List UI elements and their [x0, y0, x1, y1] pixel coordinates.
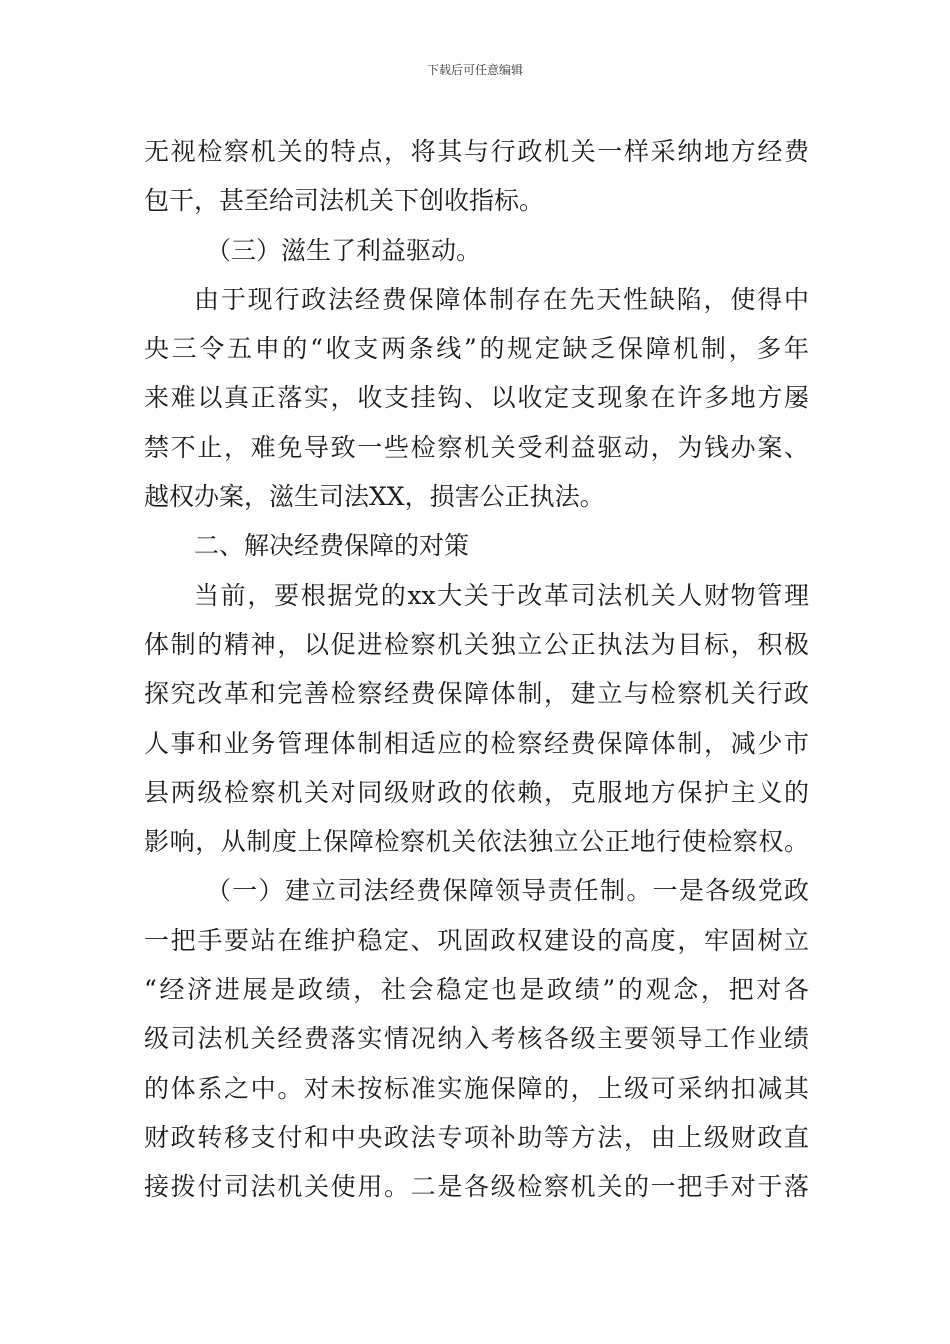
text-line: （三）滋生了利益驱动。: [206, 235, 482, 265]
text-line: 接拨付司法机关使用。二是各级检察机关的一把手对于落: [144, 1172, 809, 1202]
text-line: 央三令五申的“收支两条线”的规定缺乏保障机制，多年: [144, 334, 809, 364]
text-line: 体制的精神，以促进检察机关独立公正执法为目标，积极: [144, 629, 809, 659]
text-line: 无视检察机关的特点，将其与行政机关一样采纳地方经费: [144, 137, 809, 166]
document-body: [144, 127, 809, 1212]
text-line: 县两级检察机关对同级财政的依赖，克服地方保护主义的: [144, 777, 809, 807]
text-line: 由于现行政法经费保障体制存在先天性缺陷，使得中: [194, 284, 809, 314]
text-line: 一把手要站在维护稳定、巩固政权建设的高度，牢固树立: [144, 925, 809, 955]
text-line: 级司法机关经费落实情况纳入考核各级主要领导工作业绩: [144, 1024, 809, 1054]
text-line: 人事和业务管理体制相适应的检察经费保障体制，减少市: [144, 728, 809, 758]
page-header: 下载后可任意编辑: [426, 63, 523, 77]
text-line: 越权办案，滋生司法XX，损害公正执法。: [144, 482, 605, 512]
text-line: 禁不止，难免导致一些检察机关受利益驱动，为钱办案、: [144, 432, 809, 462]
text-line: 当前，要根据党的xx大关于改革司法机关人财物管理: [194, 580, 809, 610]
text-line: 的体系之中。对未按标准实施保障的，上级可采纳扣减其: [144, 1073, 809, 1103]
text-line: 包干，甚至给司法机关下创收指标。: [144, 186, 545, 216]
text-line: 影响，从制度上保障检察机关依法独立公正地行使检察权。: [144, 827, 809, 857]
text-line: “经济进展是政绩，社会稳定也是政绩”的观念，把对各: [144, 975, 809, 1005]
text-line: （一）建立司法经费保障领导责任制。一是各级党政: [206, 876, 809, 906]
text-line: 来难以真正落实，收支挂钩、以收定支现象在许多地方屡: [144, 383, 809, 413]
text-line: 财政转移支付和中央政法专项补助等方法，由上级财政直: [144, 1122, 809, 1152]
text-line: 二、解决经费保障的对策: [194, 531, 470, 561]
text-line: 探究改革和完善检察经费保障体制，建立与检察机关行政: [144, 679, 809, 709]
